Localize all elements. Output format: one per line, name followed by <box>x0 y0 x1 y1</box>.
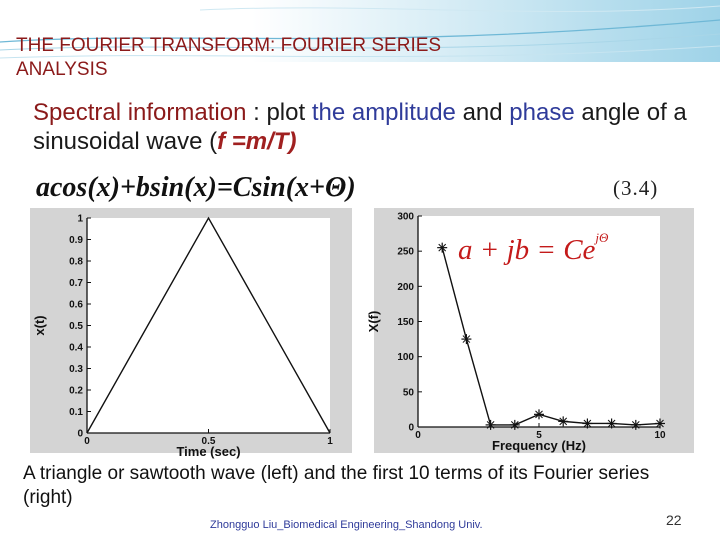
trig-identity-formula: acos(x)+bsin(x)=Csin(x+Θ) <box>36 172 356 203</box>
y-axis-label: x(t) <box>32 315 47 336</box>
data-point <box>655 418 665 428</box>
complex-exponential-equation <box>458 230 609 267</box>
slide-title <box>16 34 616 82</box>
x-axis-label: Frequency (Hz) <box>492 438 586 453</box>
y-tick-label: 1 <box>77 213 83 225</box>
y-tick-label: 0.9 <box>69 235 83 246</box>
y-tick-label: 0 <box>408 422 414 434</box>
y-tick-label: 50 <box>402 387 414 399</box>
complex-eq-exponent: jΘ <box>595 230 609 246</box>
y-tick-label: 0 <box>77 428 83 440</box>
data-point <box>607 418 617 428</box>
y-tick-label: 150 <box>397 317 414 328</box>
y-tick-label: 0.5 <box>69 321 83 332</box>
slide-title-line1: THE FOURIER TRANSFORM: FOURIER SERIES <box>16 35 442 56</box>
footer-author: Zhongguo Liu_Biomedical Engineering_Shandong Univ. <box>210 519 483 531</box>
y-tick-label: 100 <box>397 352 414 364</box>
y-tick-label: 0.4 <box>69 342 83 354</box>
x-axis-label: Time (sec) <box>176 444 241 459</box>
y-tick-label: 0.6 <box>69 299 83 311</box>
charts-figure <box>0 205 720 460</box>
subtitle-frequency-formula: f =m/T) <box>217 128 297 155</box>
plot-area <box>87 218 330 433</box>
subtitle-angle: angle of a sinusoidal wave ( <box>33 99 687 155</box>
x-tick-label: 1 <box>327 436 333 447</box>
y-axis-label: X(f) <box>366 310 381 333</box>
x-tick-label: 10 <box>654 430 666 441</box>
subtitle-text <box>33 98 693 156</box>
y-tick-label: 0.8 <box>69 256 83 268</box>
y-tick-label: 0.3 <box>69 364 83 375</box>
figure-caption: A triangle or sawtooth wave (left) and the first 10 terms of its Fourier series (right) <box>23 463 650 508</box>
x-tick-label: 0.5 <box>201 436 216 447</box>
x-tick-label: 0 <box>84 436 90 447</box>
data-point <box>534 409 544 419</box>
x-tick-label: 5 <box>536 430 542 441</box>
y-tick-label: 250 <box>397 246 414 258</box>
slide-title-line2: ANALYSIS <box>16 59 108 80</box>
complex-eq-lhs: a + jb = Ce <box>458 234 596 266</box>
y-tick-label: 200 <box>397 281 414 293</box>
page-number: 22 <box>666 512 682 528</box>
y-tick-label: 0.1 <box>69 407 83 418</box>
subtitle-plot: : plot <box>246 99 312 126</box>
subtitle-phase: phase <box>509 99 575 126</box>
y-tick-label: 300 <box>397 211 414 223</box>
y-tick-label: 0.7 <box>69 278 83 289</box>
subtitle-amplitude: the amplitude <box>311 99 456 126</box>
x-tick-label: 0 <box>415 430 421 441</box>
y-tick-label: 0.2 <box>69 385 83 397</box>
subtitle-and: and <box>455 99 510 126</box>
equation-number: (3.4) <box>613 176 659 200</box>
subtitle-spectral: Spectral information <box>33 99 247 126</box>
data-point <box>582 418 592 428</box>
